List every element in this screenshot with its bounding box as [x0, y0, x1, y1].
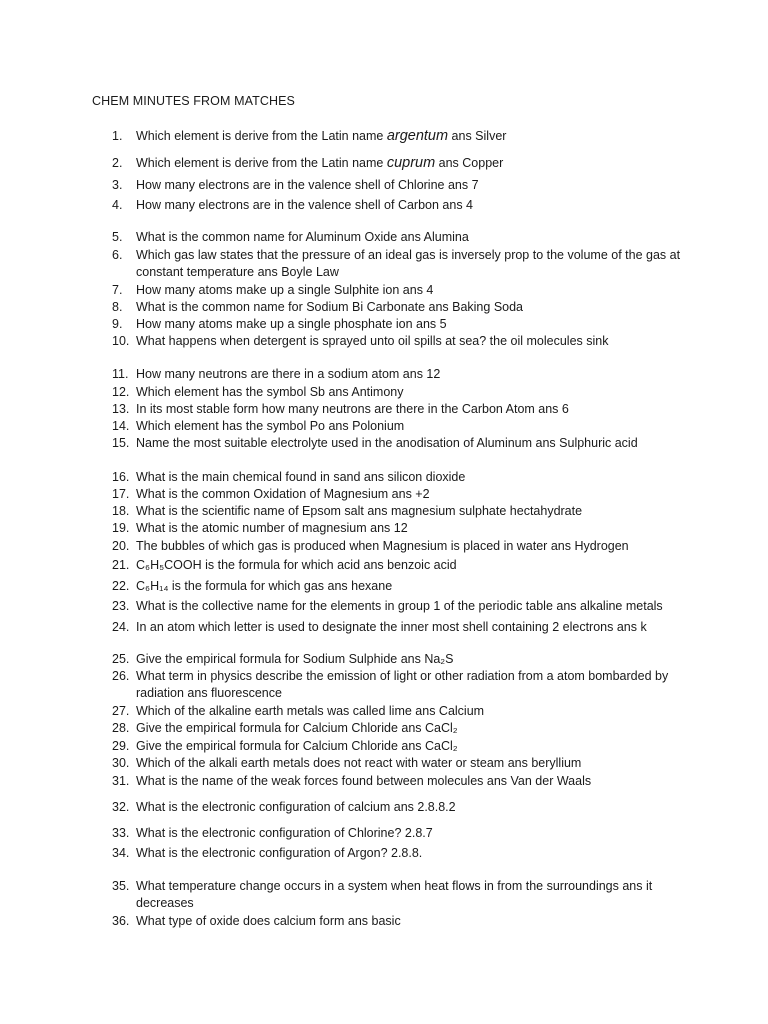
question-number: 2. [112, 156, 123, 170]
question-number: 5. [112, 230, 123, 244]
question-number: 20. [112, 539, 130, 553]
question-item [112, 469, 702, 486]
question-text: How many electrons are in the valence shell of Chlorine ans 7 [136, 178, 479, 192]
question-text: Which of the alkaline earth metals was called lime ans Calcium [136, 704, 485, 718]
question-item [112, 401, 702, 418]
question-text: The bubbles of which gas is produced when Magnesium is placed in water ans Hydrogen [136, 539, 629, 553]
question-number: 25. [112, 652, 130, 666]
latin-name: cuprum [386, 155, 436, 171]
question-answer-part: ans Silver [448, 129, 507, 143]
question-text-part: Which element is derive from the Latin name [136, 129, 387, 143]
question-number: 24. [112, 620, 130, 634]
question-text: How many electrons are in the valence shell of Carbon ans 4 [136, 198, 473, 212]
question-text: C₆H₅COOH is the formula for which acid ans benzoic acid [136, 558, 457, 572]
question-text: What is the common name for Aluminum Oxide ans Alumina [136, 230, 469, 244]
question-text: C₆H₁₄ is the formula for which gas ans hexane [136, 579, 393, 593]
question-number: 19. [112, 521, 130, 535]
question-text: Give the empirical formula for Sodium Sulphide ans Na₂S [136, 652, 454, 666]
question-text: What is the electronic configuration of calcium ans 2.8.8.2 [136, 800, 456, 814]
question-item [112, 773, 702, 790]
question-item [112, 316, 702, 333]
question-text: Which of the alkali earth metals does not react with water or steam ans beryllium [136, 756, 582, 770]
question-item [112, 229, 702, 246]
question-text: In an atom which letter is used to designate the inner most shell containing 2 electrons ans k [136, 620, 647, 634]
question-item [112, 799, 702, 816]
question-text: What temperature change occurs in a system when heat flows in from the surroundings ans it decreases [136, 879, 653, 910]
question-number: 36. [112, 914, 130, 928]
question-item [112, 384, 702, 401]
question-number: 9. [112, 317, 123, 331]
question-text: Which element has the symbol Sb ans Antimony [136, 385, 404, 399]
question-number: 10. [112, 334, 130, 348]
question-item [112, 486, 702, 503]
question-item [112, 668, 702, 702]
question-item [112, 598, 702, 615]
question-item [112, 435, 702, 452]
question-number: 14. [112, 419, 130, 433]
question-number: 26. [112, 669, 130, 683]
question-item [112, 845, 702, 862]
question-text: In its most stable form how many neutrons are there in the Carbon Atom ans 6 [136, 402, 569, 416]
question-item [112, 557, 702, 574]
question-number: 16. [112, 470, 130, 484]
question-number: 32. [112, 800, 130, 814]
question-item [112, 738, 702, 755]
question-text: What happens when detergent is sprayed unto oil spills at sea? the oil molecules sink [136, 334, 609, 348]
question-item [112, 503, 702, 520]
question-text: What is the electronic configuration of Argon? 2.8.8. [136, 846, 423, 860]
question-item [112, 366, 702, 383]
question-text: What is the main chemical found in sand ans silicon dioxide [136, 470, 466, 484]
question-item [112, 651, 702, 668]
question-item [112, 418, 702, 435]
question-item [112, 282, 702, 299]
question-number: 3. [112, 178, 123, 192]
question-text: What is the electronic configuration of Chlorine? 2.8.7 [136, 826, 433, 840]
question-number: 23. [112, 599, 130, 613]
question-number: 11. [112, 367, 129, 381]
question-item [112, 755, 702, 772]
question-item [112, 177, 702, 194]
document-title: CHEM MINUTES FROM MATCHES [92, 94, 295, 108]
question-number: 4. [112, 198, 123, 212]
question-item [112, 520, 702, 537]
question-item [112, 825, 702, 842]
question-number: 29. [112, 739, 130, 753]
question-number: 28. [112, 721, 130, 735]
question-text: What is the name of the weak forces found between molecules ans Van der Waals [136, 774, 592, 788]
question-item [112, 333, 702, 350]
question-text: How many neutrons are there in a sodium atom ans 12 [136, 367, 441, 381]
question-text: How many atoms make up a single phosphate ion ans 5 [136, 317, 447, 331]
question-number: 15. [112, 436, 130, 450]
latin-name: argentum [386, 128, 449, 144]
question-number: 12. [112, 385, 130, 399]
question-text [136, 155, 702, 172]
question-text: What is the atomic number of magnesium ans 12 [136, 521, 408, 535]
question-number: 27. [112, 704, 130, 718]
question-text: Name the most suitable electrolyte used in the anodisation of Aluminum ans Sulphuric acid [136, 436, 638, 450]
question-item [112, 128, 702, 145]
question-text: What is the common Oxidation of Magnesium ans +2 [136, 487, 430, 501]
question-text: How many atoms make up a single Sulphite ion ans 4 [136, 283, 434, 297]
question-number: 6. [112, 248, 123, 262]
question-item [112, 720, 702, 737]
question-text: What type of oxide does calcium form ans basic [136, 914, 401, 928]
question-text: What is the scientific name of Epsom salt ans magnesium sulphate hectahydrate [136, 504, 583, 518]
question-item [112, 703, 702, 720]
question-number: 18. [112, 504, 130, 518]
question-number: 22. [112, 579, 130, 593]
question-answer-part: ans Copper [435, 156, 504, 170]
question-text [136, 128, 702, 145]
question-text: Which element has the symbol Po ans Polonium [136, 419, 405, 433]
question-number: 1. [112, 129, 123, 143]
question-number: 7. [112, 283, 123, 297]
question-number: 8. [112, 300, 123, 314]
question-number: 35. [112, 879, 130, 893]
question-number: 33. [112, 826, 130, 840]
question-item [112, 247, 702, 281]
question-item [112, 155, 702, 172]
question-item [112, 578, 702, 595]
question-number: 34. [112, 846, 130, 860]
question-item [112, 878, 702, 912]
question-number: 17. [112, 487, 130, 501]
question-text-part: Which element is derive from the Latin name [136, 156, 387, 170]
question-text: Give the empirical formula for Calcium Chloride ans CaCl₂ [136, 721, 458, 735]
question-text: What is the common name for Sodium Bi Carbonate ans Baking Soda [136, 300, 524, 314]
question-item [112, 197, 702, 214]
question-item [112, 538, 702, 555]
question-text: What term in physics describe the emission of light or other radiation from a atom bombarded by radiation ans fluorescence [136, 669, 669, 700]
question-number: 31. [112, 774, 130, 788]
question-text: Give the empirical formula for Calcium Chloride ans CaCl₂ [136, 739, 458, 753]
question-item [112, 299, 702, 316]
question-number: 13. [112, 402, 130, 416]
question-text: Which gas law states that the pressure of an ideal gas is inversely prop to the volume of the gas at constant temperature ans Boyle Law [136, 248, 681, 279]
question-number: 21. [112, 558, 130, 572]
question-number: 30. [112, 756, 130, 770]
question-item [112, 619, 702, 636]
question-text: What is the collective name for the elements in group 1 of the periodic table ans alkaline metals [136, 599, 663, 613]
question-item [112, 913, 702, 930]
